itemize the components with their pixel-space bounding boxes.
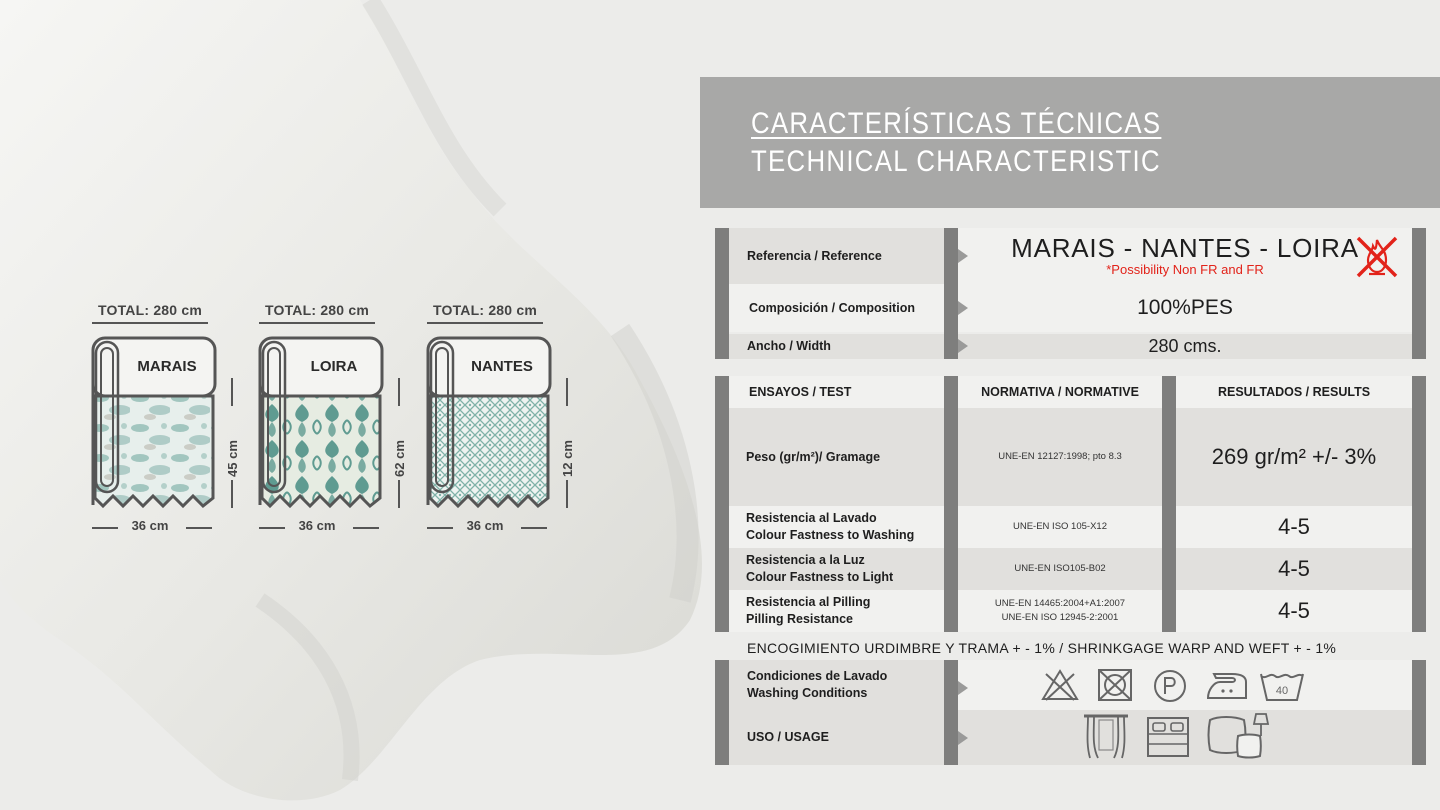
- washing-norm-cell: [958, 506, 1162, 548]
- width-label-cell: [729, 334, 944, 359]
- washing-result-cell: [1176, 506, 1412, 548]
- no-tumble-dry-icon: [1096, 667, 1134, 703]
- swatch-width: 36 cm: [131, 518, 169, 533]
- row-arrow: [958, 301, 968, 315]
- gramage-result: 269 gr/m² +/- 3%: [1211, 444, 1377, 469]
- washing-label-es: Resistencia al Lavado: [746, 511, 877, 526]
- swatch-width: 36 cm: [466, 518, 504, 533]
- tests-left-bar: [715, 376, 729, 632]
- iron-medium-icon: [1204, 668, 1250, 704]
- table-left-bar: [715, 228, 729, 359]
- tests-divider-1: [944, 376, 958, 632]
- row-arrow: [958, 681, 968, 695]
- width-value: 280 cms.: [1148, 336, 1222, 356]
- light-label-es: Resistencia a la Luz: [746, 553, 865, 568]
- swatch-total: TOTAL: 280 cm: [98, 302, 202, 318]
- width-label: Ancho / Width: [747, 339, 831, 354]
- care-label-cell: [729, 660, 944, 710]
- dry-clean-p-icon: [1152, 668, 1188, 704]
- cushion-lamp-icon: [1204, 710, 1274, 762]
- shrinkage-note: ENCOGIMIENTO URDIMBRE Y TRAMA + - 1% / SHRINKGAGE WARP AND WEFT + - 1%: [747, 640, 1337, 656]
- light-label-cell: [729, 548, 944, 590]
- care-right-bar: [1412, 660, 1426, 765]
- test-header-text: ENSAYOS / TEST: [749, 385, 852, 399]
- title-english: TECHNICAL CHARACTERISTIC: [751, 145, 1161, 178]
- care-label-es: Condiciones de Lavado: [747, 669, 888, 684]
- curtains-icon: [1080, 710, 1132, 762]
- fire-retardant-icon: [1354, 234, 1400, 280]
- table-divider: [944, 228, 958, 359]
- tests-right-bar: [1412, 376, 1426, 632]
- reference-value: MARAIS - NANTES - LOIRA: [1011, 233, 1359, 263]
- title-panel: [700, 77, 1440, 208]
- light-norm-cell: [958, 548, 1162, 590]
- swatch-name: MARAIS: [137, 358, 197, 375]
- care-label-en: Washing Conditions: [747, 686, 868, 700]
- pilling-result-cell: [1176, 590, 1412, 632]
- swatch-name: NANTES: [471, 358, 533, 375]
- composition-label-cell: [729, 284, 944, 332]
- pilling-label-en: Pilling Resistance: [746, 612, 853, 626]
- reference-label-cell: [729, 228, 944, 284]
- test-header: [729, 376, 944, 408]
- results-header-text: RESULTADOS / RESULTS: [1217, 385, 1371, 399]
- pilling-norm-1: UNE-EN 14465:2004+A1:2007: [994, 597, 1126, 609]
- reference-value-cell: [958, 228, 1412, 284]
- gramage-label-cell: [729, 408, 944, 506]
- gramage-norm-cell: [958, 408, 1162, 506]
- usage-label: USO / USAGE: [747, 730, 829, 745]
- total-dimension-line: [259, 322, 375, 324]
- gramage-norm: UNE-EN 12127:1998; pto 8.3: [998, 450, 1122, 462]
- tests-divider-2: [1162, 376, 1176, 632]
- no-bleach-icon: [1040, 668, 1080, 702]
- bed-icon: [1142, 714, 1194, 760]
- care-divider: [944, 660, 958, 765]
- swatch-width: 36 cm: [298, 518, 336, 533]
- light-label-en: Colour Fastness to Light: [746, 570, 894, 584]
- light-result-cell: [1176, 548, 1412, 590]
- pilling-label-cell: [729, 590, 944, 632]
- fr-note: *Possibility Non FR and FR: [1106, 262, 1264, 277]
- table-right-bar: [1412, 228, 1426, 359]
- care-left-bar: [715, 660, 729, 765]
- washing-label-cell: [729, 506, 944, 548]
- reference-label: Referencia / Reference: [747, 248, 882, 263]
- title-spanish: CARACTERÍSTICAS TÉCNICAS: [751, 107, 1162, 140]
- pilling-label-es: Resistencia al Pilling: [746, 595, 871, 610]
- swatch-repeat: 62 cm: [391, 439, 407, 477]
- results-header: [1176, 376, 1412, 408]
- total-dimension-line: [92, 322, 208, 324]
- pilling-result: 4-5: [1278, 598, 1310, 623]
- normative-header-text: NORMATIVA / NORMATIVE: [981, 385, 1139, 399]
- swatch-total: TOTAL: 280 cm: [433, 302, 537, 318]
- swatch-repeat: 45 cm: [224, 439, 240, 477]
- swatch-total: TOTAL: 280 cm: [265, 302, 369, 318]
- total-dimension-line: [427, 322, 543, 324]
- wash-temperature: 40: [1275, 685, 1289, 697]
- composition-label: Composición / Composition: [749, 300, 915, 315]
- row-arrow: [958, 249, 968, 263]
- normative-header: [958, 376, 1162, 408]
- row-arrow: [958, 339, 968, 353]
- width-value-cell: [958, 334, 1412, 359]
- swatch-repeat: 12 cm: [559, 439, 575, 477]
- pilling-norm-cell: [958, 590, 1162, 632]
- composition-value-cell: [958, 284, 1412, 332]
- washing-label-en: Colour Fastness to Washing: [746, 528, 915, 542]
- swatch-name: LOIRA: [310, 358, 358, 375]
- wash-40-icon: [1258, 668, 1306, 704]
- gramage-result-cell: [1176, 408, 1412, 506]
- usage-label-cell: [729, 710, 944, 765]
- composition-value: 100%PES: [1137, 296, 1233, 319]
- light-result: 4-5: [1278, 556, 1310, 581]
- washing-result: 4-5: [1278, 514, 1310, 539]
- gramage-label: Peso (gr/m²)/ Gramage: [746, 449, 881, 464]
- row-arrow: [958, 731, 968, 745]
- pilling-norm-2: UNE-EN ISO 12945-2:2001: [1001, 612, 1119, 623]
- washing-norm: UNE-EN ISO 105-X12: [1013, 520, 1107, 532]
- light-norm: UNE-EN ISO105-B02: [1014, 562, 1106, 574]
